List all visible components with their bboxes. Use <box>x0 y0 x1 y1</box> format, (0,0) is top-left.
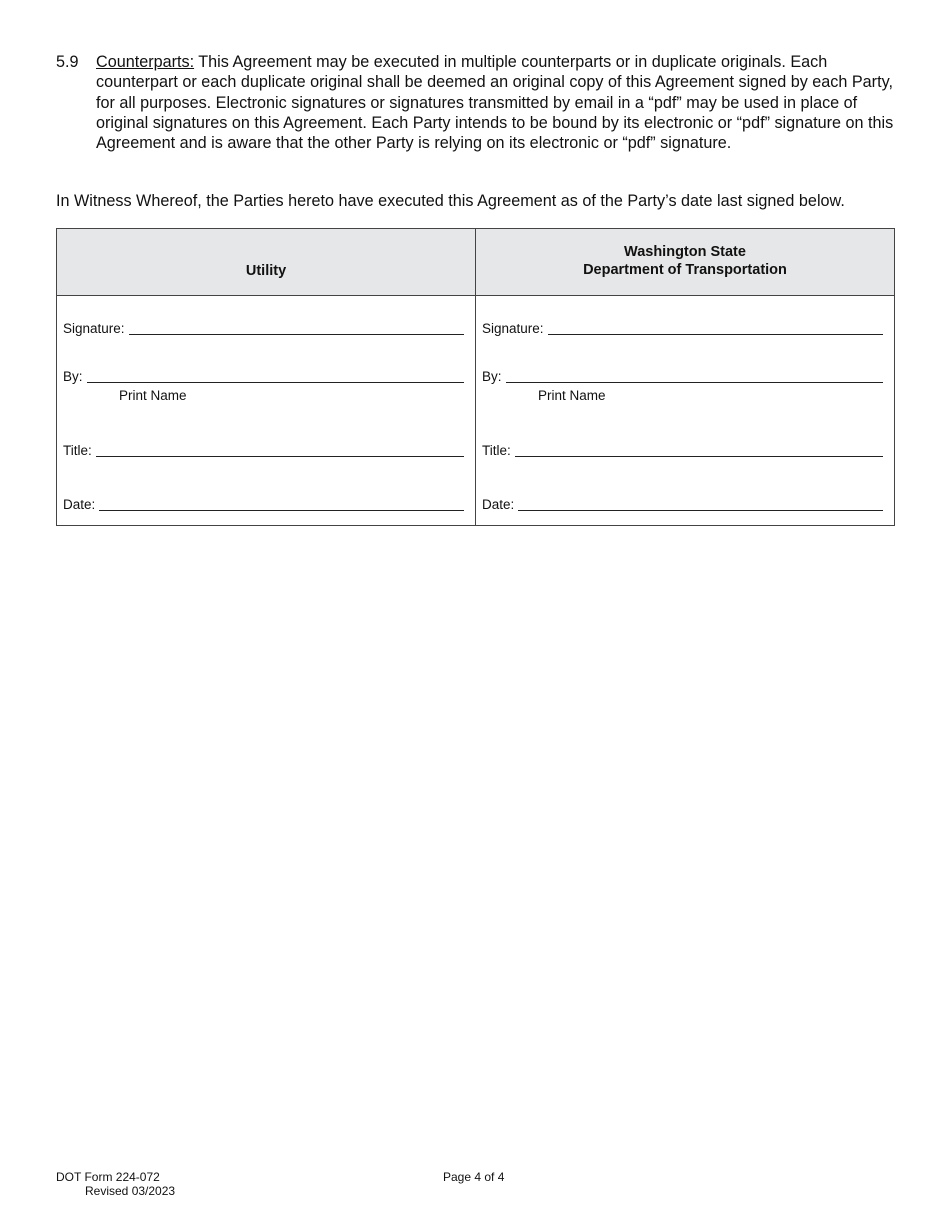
clause-5-9 <box>56 52 896 153</box>
utility-column-header <box>57 229 475 296</box>
clause-body <box>96 52 896 153</box>
witness-statement: In Witness Whereof, the Parties hereto have executed this Agreement as of the Party’s date last signed below. <box>56 192 845 210</box>
wsdot-signature-field[interactable] <box>482 318 883 338</box>
signature-line[interactable] <box>129 320 464 335</box>
signature-line[interactable] <box>548 320 883 335</box>
utility-signature-column <box>57 229 476 525</box>
title-label: Title: <box>482 443 511 458</box>
utility-title-field[interactable] <box>63 440 464 460</box>
signature-table <box>56 228 895 526</box>
by-label: By: <box>482 369 502 384</box>
utility-date-field[interactable] <box>63 494 464 514</box>
footer-form-info <box>56 1170 175 1198</box>
wsdot-column-header <box>476 229 894 296</box>
utility-signature-field[interactable] <box>63 318 464 338</box>
clause-text: This Agreement may be executed in multiple counterparts or in duplicate originals. Each counterpart or each duplicate original shall be deemed an original copy of this Agreement signed by each Party, for all purposes. Electronic signatures or signatures transmitted by email in a “pdf” may be used in place of original signatures on this Agreement. Each Party intends to be bound by its electronic or “pdf” signature on this Agreement and is aware that the other Party is relying on its electronic or “pdf” signature. <box>96 53 894 153</box>
clause-number: 5.9 <box>56 53 79 71</box>
by-label: By: <box>63 369 83 384</box>
date-line[interactable] <box>99 496 464 511</box>
wsdot-heading-line2: Department of Transportation <box>583 262 787 278</box>
signature-label: Signature: <box>482 321 544 336</box>
utility-by-field[interactable] <box>63 366 464 386</box>
date-line[interactable] <box>518 496 883 511</box>
utility-heading: Utility <box>245 263 287 279</box>
wsdot-signature-column <box>476 229 894 525</box>
page-number: Page 4 of 4 <box>443 1170 505 1184</box>
by-line[interactable] <box>506 368 883 383</box>
wsdot-heading-line1: Washington State <box>624 244 746 260</box>
title-line[interactable] <box>515 442 883 457</box>
wsdot-title-field[interactable] <box>482 440 883 460</box>
by-line[interactable] <box>87 368 464 383</box>
date-label: Date: <box>63 497 96 512</box>
wsdot-by-field[interactable] <box>482 366 883 386</box>
title-line[interactable] <box>96 442 464 457</box>
form-number: DOT Form 224-072 <box>56 1170 160 1184</box>
revision-date: Revised 03/2023 <box>85 1184 176 1198</box>
signature-label: Signature: <box>63 321 125 336</box>
title-label: Title: <box>63 443 92 458</box>
print-name-caption: Print Name <box>119 388 187 403</box>
date-label: Date: <box>482 497 515 512</box>
print-name-caption: Print Name <box>538 388 606 403</box>
clause-heading: Counterparts: <box>96 53 195 71</box>
wsdot-date-field[interactable] <box>482 494 883 514</box>
